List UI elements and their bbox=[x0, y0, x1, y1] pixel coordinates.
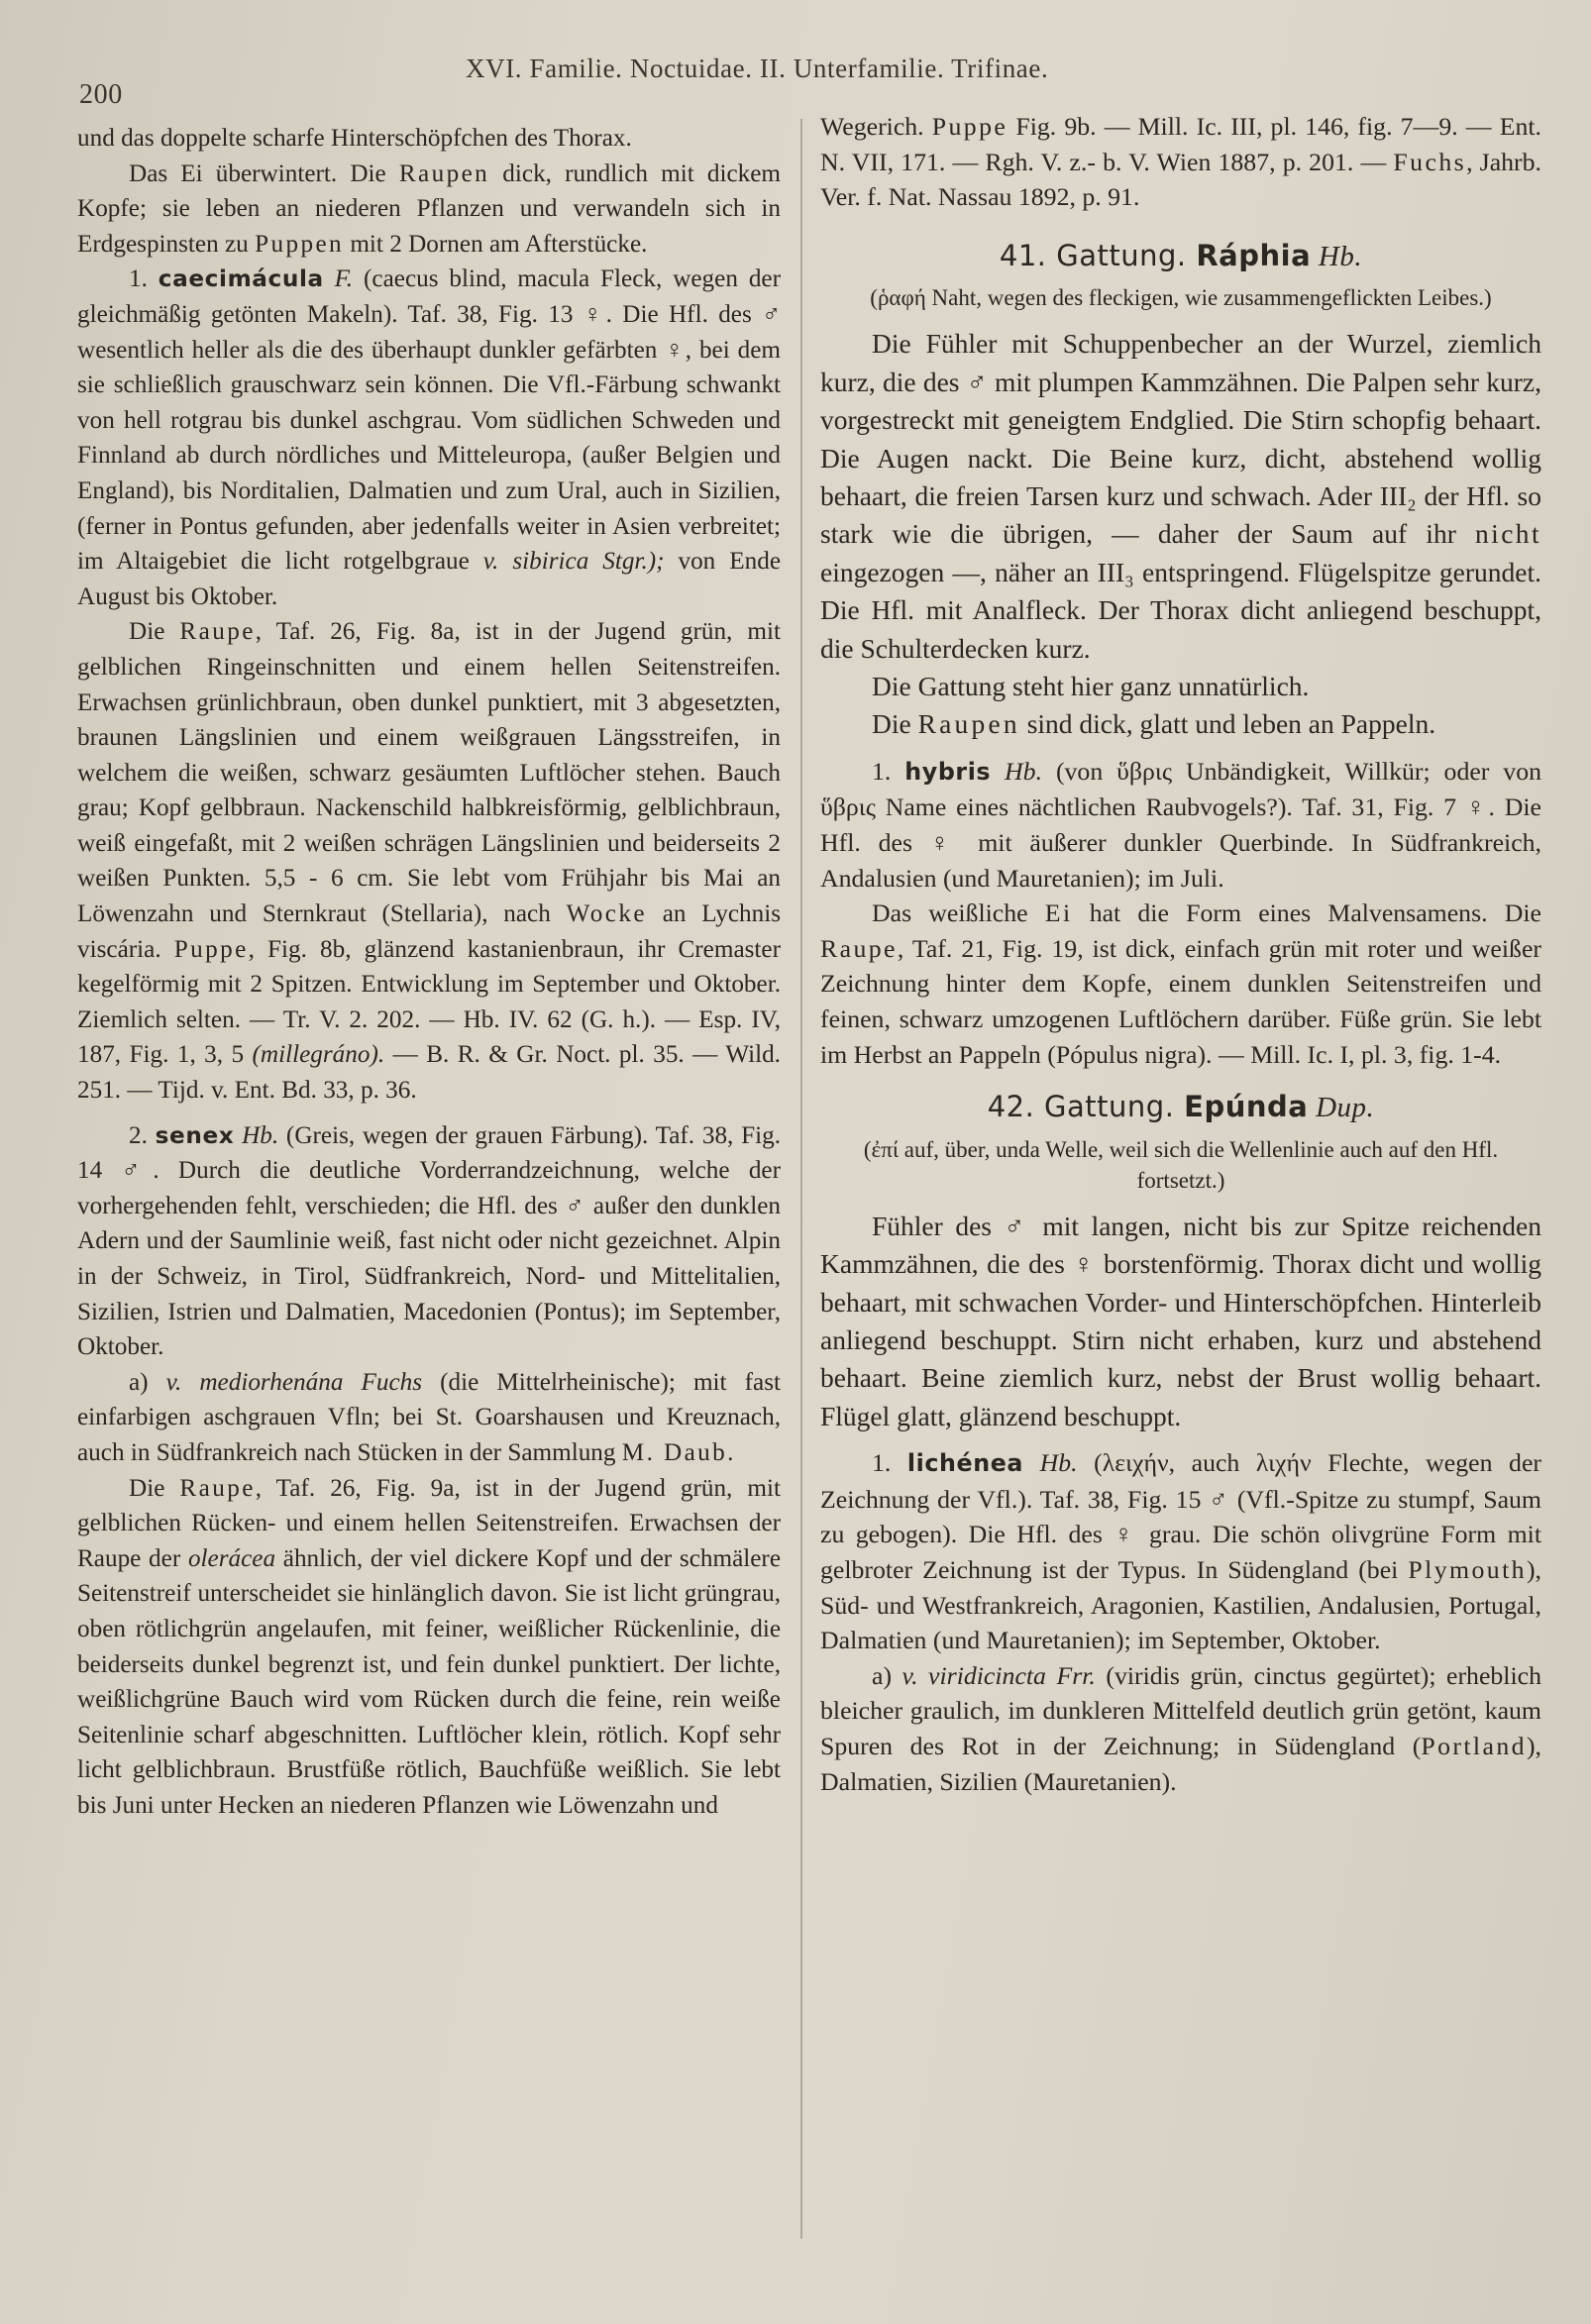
variety-entry: a) v. mediorhenána Fuchs (die Mittelrheinische); mit fast einfarbigen aschgrauen Vfln; bei St. Goarshausen und Kreuznach, auch in Südfrankreich nach Stücken in der Sammlung M. Daub. bbox=[77, 1368, 781, 1466]
species-entry-caecimacula: 1. caecimácula F. (caecus blind, macula Fleck, wegen der gleichmäßig getönten Makeln). Taf. 38, Fig. 13 ♀. Die Hfl. des ♂ wesentlich heller als die des überhaupt dunkler gefärbten ♀, bei dem sie schließlich grauschwarz sein können. Die Vfl.-Färbung schwankt von hell rotgrau bis dunkel aschgrau. Vom südlichen Schweden und Finnland ab durch nördliches und Mitteleuropa, (außer Belgien und England), bis Norditalien, Dalmatien und zum Ural, auch in Sizilien, (ferner in Pontus gefunden, aber jedenfalls weiter in Asien verbreitet; im Altaigebiet die licht rotgelbgraue v. sibirica Stgr.); von Ende August bis Oktober. bbox=[77, 265, 781, 610]
column-divider bbox=[800, 119, 802, 2239]
paragraph: Das Ei überwintert. Die Raupen dick, rundlich mit dickem Kopfe; sie leben an niederen Pflanzen und verwandeln sich in Erdgespinsten zu Puppen mit 2 Dornen am Afterstücke. bbox=[77, 159, 781, 258]
genus-heading-raphia: 41. Gattung. Ráphia Hb. bbox=[999, 238, 1363, 272]
paragraph: Die Raupe, Taf. 26, Fig. 9a, ist in der Jugend grün, mit gelblichen Rücken- und einem hellen Seitenstreifen. Erwachsen der Raupe der olerácea ähnlich, der viel dickere Kopf und der schmälere Seitenstreif unterscheidet sie hinlänglich davon. Sie ist licht grüngrau, oben rötlichgrün angelaufen, mit feiner, weißlicher Rückenlinie, die beiderseits dunkel begrenzt ist, und fein dunkel punktiert. Der lichte, weißlichgrüne Bauch wird vom Rücken durch die feine, rein weiße Seitenlinie scharf abgeschnitten. Luftlöcher klein, rötlich. Kopf sehr licht gelblichbraun. Brustfüße rötlich, Bauchfüße weißlich. Sie lebt bis Juni unter Hecken an niederen Pflanzen wie Löwenzahn und bbox=[77, 1474, 781, 1819]
paragraph: Die Raupen sind dick, glatt und leben an Pappeln. bbox=[872, 708, 1436, 740]
species-entry-senex: 2. senex Hb. (Greis, wegen der grauen Färbung). Taf. 38, Fig. 14 ♂. Durch die deutliche Vorderrandzeichnung, welche der vorhergehenden fehlt, verschieden; die Hfl. des ♂ außer den dunklen Adern und der Saumlinie weiß, fast nicht oder nicht gezeichnet. Alpin in der Schweiz, in Tirol, Südfrankreich, Nord- und Mittelitalien, Sizilien, Istrien und Dalmatien, Macedonien (Pontus); im September, Oktober. bbox=[77, 1121, 781, 1361]
species-entry-lichenea: 1. lichénea Hb. (λειχήν, auch λιχήν Flechte, wegen der Zeichnung der Vfl.). Taf. 38, Fig. 15 ♂ (Vfl.-Spitze zu stumpf, Saum zu gebogen). Die Hfl. des ♀ grau. Die schön olivgrüne Form mit gelbroter Zeichnung ist der Typus. In Südengland (bei Plymouth), Süd- und Westfrankreich, Aragonien, Kastilien, Andalusien, Portugal, Dalmatien (und Mauretanien); im September, Oktober. bbox=[820, 1448, 1541, 1655]
variety-entry: a) v. viridicincta Frr. (viridis grün, cinctus gegürtet); erheblich bleicher graulich, im dunkleren Mittelfeld deutlich grün getönt, kaum Spuren des Rot in der Zeichnung; in Südengland (Portland), Dalmatien, Sizilien (Mauretanien). bbox=[820, 1660, 1541, 1796]
paragraph: Die Gattung steht hier ganz unnatürlich. bbox=[872, 671, 1310, 702]
genus-description: Fühler des ♂ mit langen, nicht bis zur Spitze reichenden Kammzähnen, die des ♀ borstenförmig. Thorax dicht und wollig behaart, mit schwachen Vorder- und Hinterschöpfchen. Hinterleib anliegend beschuppt. Stirn nicht erhaben, kurz und abstehend behaart. Beine ziemlich kurz, nebst der Brust wollig behaart. Flügel glatt, glänzend beschuppt. bbox=[820, 1210, 1541, 1431]
genus-description: Die Fühler mit Schuppenbecher an der Wurzel, ziemlich kurz, die des ♂ mit plumpen Kammzähnen. Die Palpen sehr kurz, vorgestreckt mit geneigtem Endglied. Die Stirn schopfig behaart. Die Augen nackt. Die Beine kurz, dicht, abstehend wollig behaart, die freien Tarsen kurz und schwach. Ader III₂ der Hfl. so stark wie die übrigen, — daher der Saum auf ihr nicht eingezogen —, näher an III₃ entspringend. Flügelspitze gerundet. Die Hfl. mit Analfleck. Der Thorax dicht anliegend beschuppt, die Schulterdecken kurz. bbox=[820, 328, 1541, 664]
species-entry-hybris: 1. hybris Hb. (von ὕβρις Unbändigkeit, Willkür; oder von ὕβρις Name eines nächtlichen Raubvogels?). Taf. 31, Fig. 7 ♀. Die Hfl. des ♀ mit äußerer dunkler Querbinde. In Südfrankreich, Andalusien (und Mauretanien); im Juli. bbox=[820, 756, 1542, 893]
genus-heading-epunda: 42. Gattung. Epúnda Dup. bbox=[987, 1090, 1375, 1124]
right-column bbox=[820, 109, 1541, 1799]
genus-etymology: (ῥαφή Naht, wegen des fleckigen, wie zusammengeflickten Leibes.) bbox=[870, 285, 1492, 311]
running-head: XVI. Familie. Noctuidae. II. Unterfamilie. Trifinae. bbox=[466, 53, 1049, 83]
paragraph: Das weißliche Ei hat die Form eines Malvensamens. Die Raupe, Taf. 21, Fig. 19, ist dick, einfach grün mit roter und weißer Zeichnung hinter dem Kopfe, einem dunklen Seitenstreifen und feinen, schwarz umzogenen Luftlöchern darüber. Füße grün. Sie lebt im Herbst an Pappeln (Pópulus nigra). — Mill. Ic. I, pl. 3, fig. 1-4. bbox=[820, 898, 1542, 1069]
paragraph: und das doppelte scharfe Hinterschöpfchen des Thorax. bbox=[77, 125, 632, 152]
page-header bbox=[79, 44, 1565, 110]
species-name: caecimácula bbox=[158, 265, 324, 293]
page-number: 200 bbox=[79, 79, 123, 110]
species-name: senex bbox=[155, 1121, 235, 1149]
left-column bbox=[77, 121, 781, 1824]
species-name: lichénea bbox=[906, 1449, 1023, 1478]
genus-etymology: (ἐπί auf, über, unda Welle, weil sich die Wellenlinie auch auf den Hfl. fortsetzt.) bbox=[863, 1136, 1499, 1193]
species-name: hybris bbox=[904, 757, 992, 786]
paragraph: Die Raupe, Taf. 26, Fig. 8a, ist in der Jugend grün, mit gelblichen Ringeinschnitten und einem hellen Seitenstreifen. Erwachsen grünlichbraun, oben dunkel punktiert, mit 3 abgesetzten, braunen Längslinien und einem weißgrauen Längsstreifen, in welchem die weißen, schwarz gesäumten Luftlöcher stehen. Bauch grau; Kopf gelbbraun. Nackenschild halbkreisförmig, gelblichbraun, weiß eingefaßt, mit 2 weißen schrägen Längslinien und beiderseits 2 weißen Punkten. 5,5 - 6 cm. Sie lebt vom Frühjahr bis Mai an Löwenzahn und Sternkraut (Stellaria), nach Wocke an Lychnis viscária. Puppe, Fig. 8b, glänzend kastanienbraun, ihr Cremaster kegelförmig mit 2 Spitzen. Entwicklung im September und Oktober. Ziemlich selten. — Tr. V. 2. 202. — Hb. IV. 62 (G. h.). — Esp. IV, 187, Fig. 1, 3, 5 (millegráno). — B. R. & Gr. Noct. pl. 35. — Wild. 251. — Tijd. v. Ent. Bd. 33, p. 36. bbox=[77, 618, 781, 1105]
paragraph: Wegerich. Puppe Fig. 9b. — Mill. Ic. III, pl. 146, fig. 7—9. — Ent. N. VII, 171. — Rgh. V. z.- b. V. Wien 1887, p. 201. — Fuchs, Jahrb. Ver. f. Nat. Nassau 1892, p. 91. bbox=[820, 112, 1541, 212]
